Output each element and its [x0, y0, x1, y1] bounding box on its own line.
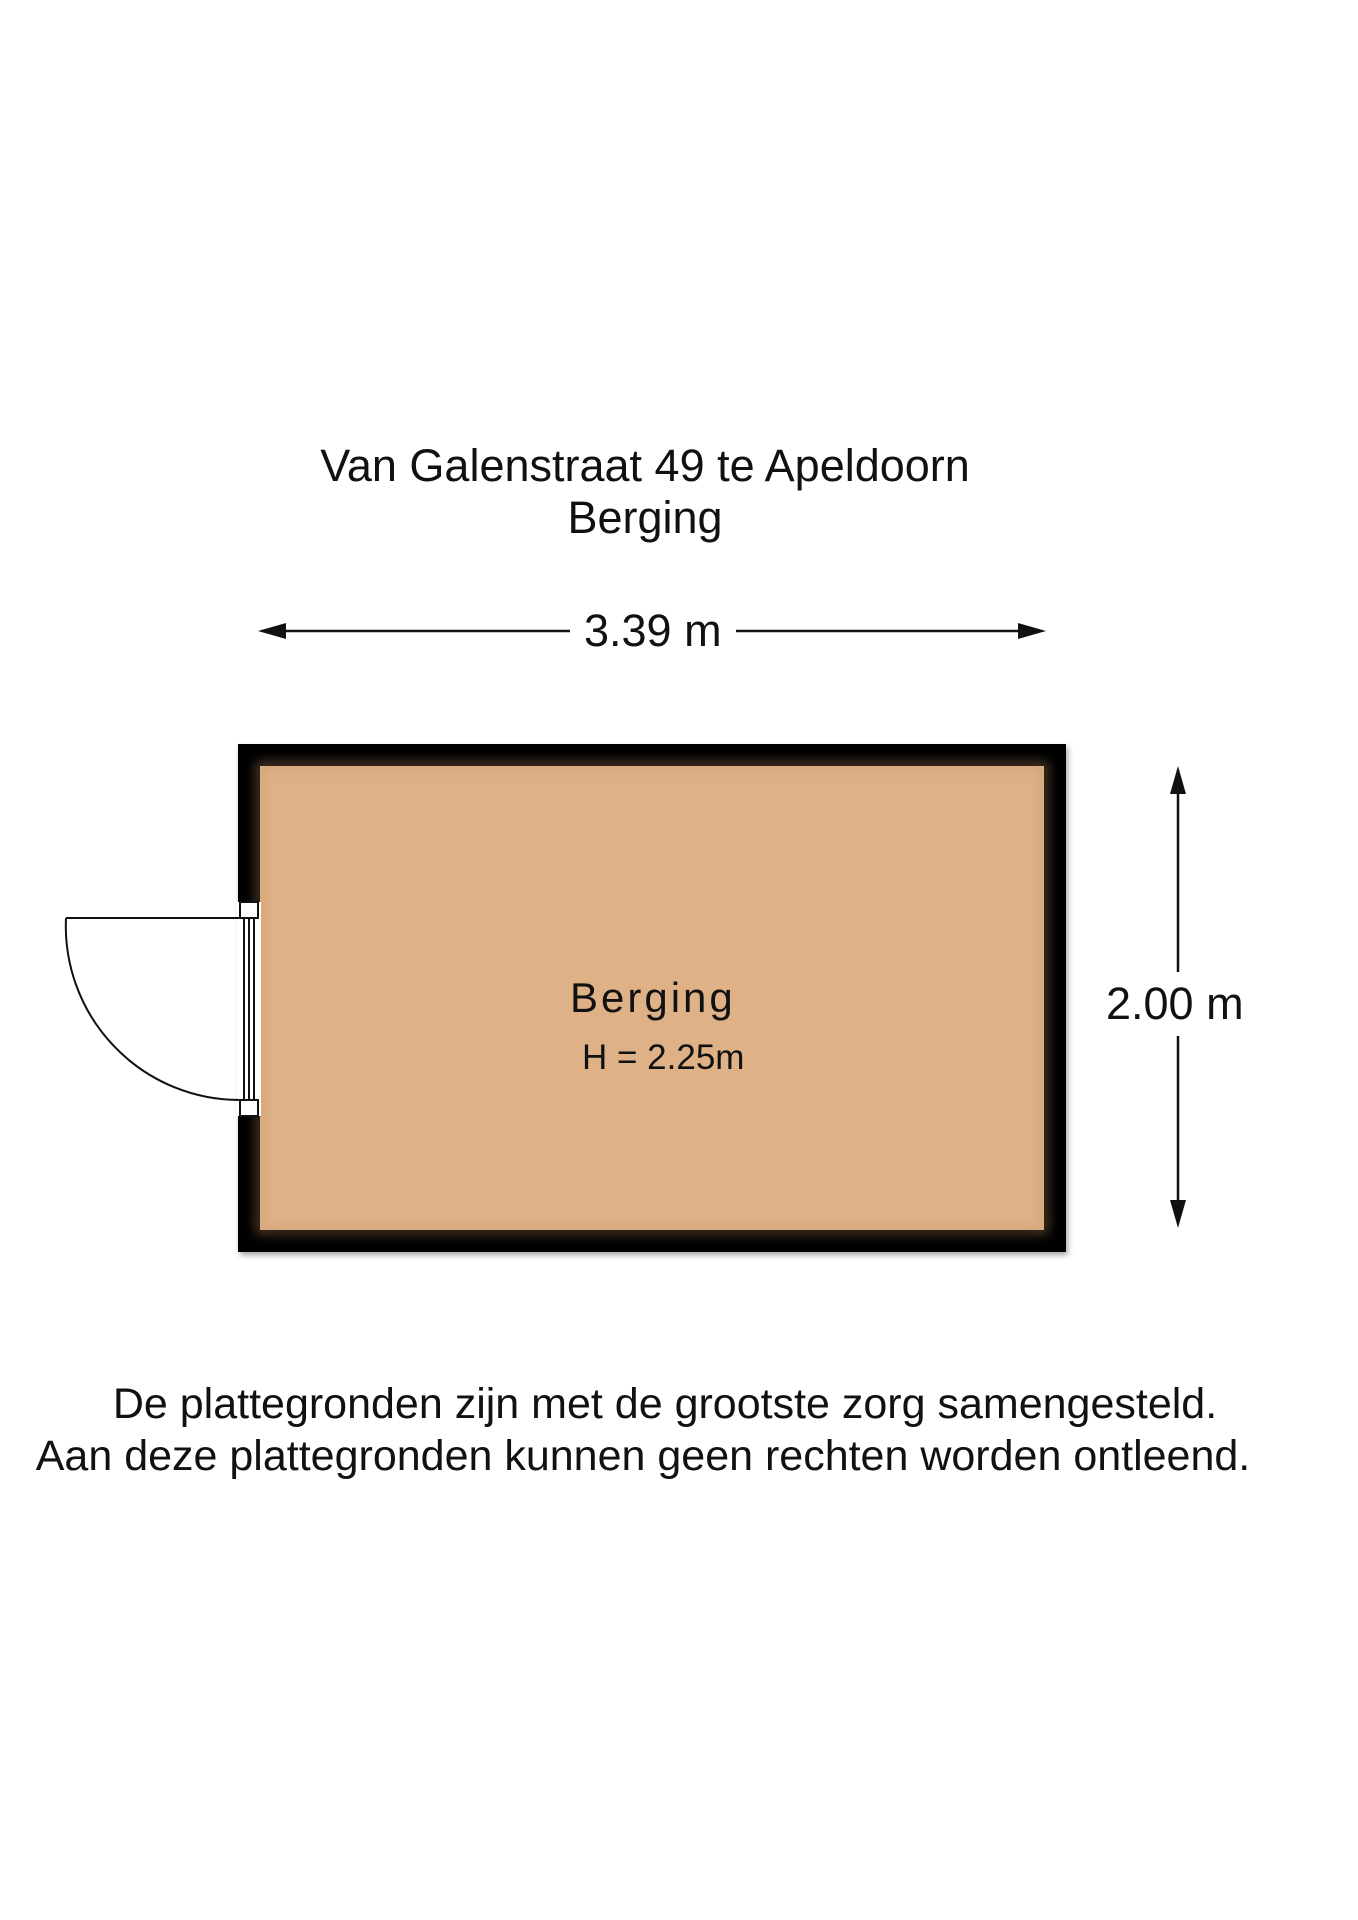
width-dimension-label: 3.39 m	[570, 605, 736, 657]
depth-dimension-label: 2.00 m	[1092, 972, 1258, 1036]
room-name-label: Berging	[570, 974, 736, 1021]
door-swing-arc	[66, 918, 240, 1100]
address-title: Van Galenstraat 49 te Apeldoorn	[320, 440, 970, 491]
disclaimer-line-1: De plattegronden zijn met de grootste zorg samengesteld.	[112, 1380, 1218, 1428]
disclaimer-line-2: Aan deze plattegronden kunnen geen rechten worden ontleend.	[35, 1432, 1251, 1480]
room-height-label: H = 2.25m	[582, 1038, 745, 1077]
door-opening	[237, 902, 261, 1116]
floor-title: Berging	[567, 492, 723, 543]
